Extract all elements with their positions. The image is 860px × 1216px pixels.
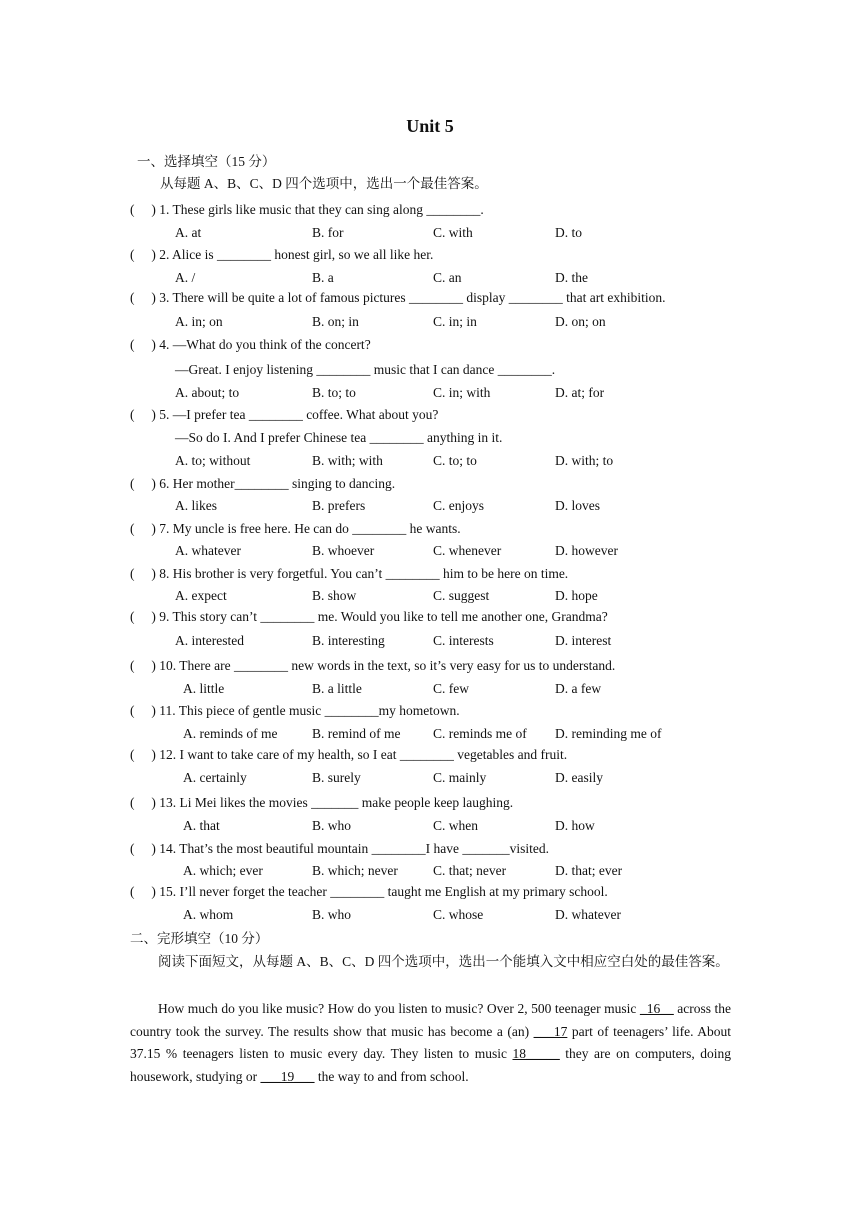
section2-instruction: 阅读下面短文，从每题 A、B、C、D 四个选项中，选出一个能填入文中相应空白处的最佳答案。 xyxy=(158,954,729,969)
question-4-option-d: D. at; for xyxy=(555,385,605,400)
question-12-option-d: D. easily xyxy=(555,770,603,785)
question-1-option-b: B. for xyxy=(312,225,344,240)
question-10-option-b: B. a little xyxy=(312,681,362,696)
question-9-stem: ( ) 9. This story can’t ________ me. Would you like to tell me another one, Grandma? xyxy=(130,609,608,624)
question-13-option-a: A. that xyxy=(183,818,220,833)
question-15-option-a: A. whom xyxy=(183,907,234,922)
question-14-option-c: C. that; never xyxy=(433,863,507,878)
question-4-stem-line2: —Great. I enjoy listening ________ music that I can dance ________. xyxy=(175,362,556,377)
passage-text-1: How much do you like music? How do you listen to music? Over 2, 500 teenager music xyxy=(158,1001,640,1016)
question-1-option-a: A. at xyxy=(175,225,202,240)
question-2-option-c: C. an xyxy=(433,270,462,285)
question-2-option-b: B. a xyxy=(312,270,334,285)
question-3-option-c: C. in; in xyxy=(433,314,477,329)
question-12-option-b: B. surely xyxy=(312,770,361,785)
question-8-option-d: D. hope xyxy=(555,588,598,603)
question-7-option-b: B. whoever xyxy=(312,543,375,558)
question-8-option-a: A. expect xyxy=(175,588,227,603)
question-11-option-b: B. remind of me xyxy=(312,726,401,741)
question-1-option-c: C. with xyxy=(433,225,473,240)
passage-text-5: the way to and from school. xyxy=(314,1069,469,1085)
question-5-stem: ( ) 5. —I prefer tea ________ coffee. What about you? xyxy=(130,407,439,422)
question-5-option-c: C. to; to xyxy=(433,453,477,468)
question-1-option-d: D. to xyxy=(555,225,582,240)
question-6-option-d: D. loves xyxy=(555,498,600,513)
question-15-option-d: D. whatever xyxy=(555,907,621,922)
question-5-option-d: D. with; to xyxy=(555,453,614,468)
question-2-stem: ( ) 2. Alice is ________ honest girl, so we all like her. xyxy=(130,247,434,262)
question-10-stem: ( ) 10. There are ________ new words in the text, so it’s very easy for us to understand. xyxy=(130,658,616,673)
question-4-option-a: A. about; to xyxy=(175,385,240,400)
question-10-option-c: C. few xyxy=(433,681,469,696)
question-2-option-d: D. the xyxy=(555,270,588,285)
question-13-stem: ( ) 13. Li Mei likes the movies _______ make people keep laughing. xyxy=(130,795,514,810)
question-2-option-a: A. / xyxy=(175,270,196,285)
blank-19: ___19___ xyxy=(260,1069,315,1085)
question-9-option-b: B. interesting xyxy=(312,633,385,648)
question-3-option-b: B. on; in xyxy=(312,314,359,329)
question-7-option-c: C. whenever xyxy=(433,543,502,558)
question-14-option-b: B. which; never xyxy=(312,863,398,878)
question-6-stem: ( ) 6. Her mother________ singing to dancing. xyxy=(130,476,396,491)
cloze-passage xyxy=(130,998,731,1089)
question-7-option-d: D. however xyxy=(555,543,618,558)
question-9-option-c: C. interests xyxy=(433,633,494,648)
section2-heading: 二、完形填空（10 分） xyxy=(130,931,269,946)
blank-16: _16__ xyxy=(639,1001,674,1016)
question-7-stem: ( ) 7. My uncle is free here. He can do ________ he wants. xyxy=(130,521,461,536)
question-11-option-a: A. reminds of me xyxy=(183,726,278,741)
section1-instruction: 从每题 A、B、C、D 四个选项中，选出一个最佳答案。 xyxy=(160,176,488,191)
question-8-option-b: B. show xyxy=(312,588,357,603)
passage-text-3: part of teenagers’ life. About 37.15 % teenagers listen to music every day. They listen to music xyxy=(130,1023,731,1062)
question-10-option-d: D. a few xyxy=(555,681,602,696)
question-8-option-c: C. suggest xyxy=(433,588,490,603)
blank-17: ___17 xyxy=(533,1023,568,1039)
question-15-option-c: C. whose xyxy=(433,907,484,922)
question-5-option-b: B. with; with xyxy=(312,453,383,468)
question-8-stem: ( ) 8. His brother is very forgetful. You can’t ________ him to be here on time. xyxy=(130,566,569,581)
question-15-stem: ( ) 15. I’ll never forget the teacher ________ taught me English at my primary school. xyxy=(130,884,608,899)
question-11-stem: ( ) 11. This piece of gentle music ________my hometown. xyxy=(130,703,460,718)
question-3-option-d: D. on; on xyxy=(555,314,606,329)
section1-heading: 一、选择填空（15 分） xyxy=(137,154,276,169)
question-14-option-a: A. which; ever xyxy=(183,863,263,878)
question-9-option-a: A. interested xyxy=(175,633,244,648)
question-9-option-d: D. interest xyxy=(555,633,612,648)
question-13-option-d: D. how xyxy=(555,818,595,833)
passage-text-4: they are on computers, doing housework, studying or xyxy=(130,1046,731,1085)
question-5-option-a: A. to; without xyxy=(175,453,251,468)
question-12-option-a: A. certainly xyxy=(183,770,247,785)
question-11-option-c: C. reminds me of xyxy=(433,726,527,741)
question-6-option-b: B. prefers xyxy=(312,498,366,513)
question-6-option-a: A. likes xyxy=(175,498,217,513)
question-4-stem: ( ) 4. —What do you think of the concert? xyxy=(130,337,371,352)
question-12-stem: ( ) 12. I want to take care of my health, so I eat ________ vegetables and fruit. xyxy=(130,747,568,762)
question-14-option-d: D. that; ever xyxy=(555,863,623,878)
question-5-stem-line2: —So do I. And I prefer Chinese tea ________ anything in it. xyxy=(175,430,503,445)
passage-text-2: across the country took the survey. The results show that music has become a (an) xyxy=(130,1001,731,1039)
question-4-option-b: B. to; to xyxy=(312,385,356,400)
page-title: Unit 5 xyxy=(406,116,454,136)
question-15-option-b: B. who xyxy=(312,907,352,922)
question-4-option-c: C. in; with xyxy=(433,385,491,400)
question-14-stem: ( ) 14. That’s the most beautiful mountain ________I have _______visited. xyxy=(130,841,549,856)
question-1-stem: ( ) 1. These girls like music that they can sing along ________. xyxy=(130,202,484,217)
question-7-option-a: A. whatever xyxy=(175,543,241,558)
question-6-option-c: C. enjoys xyxy=(433,498,485,513)
question-13-option-b: B. who xyxy=(312,818,352,833)
question-13-option-c: C. when xyxy=(433,818,478,833)
question-12-option-c: C. mainly xyxy=(433,770,487,785)
blank-18: 18_____ xyxy=(512,1046,560,1062)
question-3-stem: ( ) 3. There will be quite a lot of famous pictures ________ display ________ that art exhibition. xyxy=(130,290,666,305)
question-10-option-a: A. little xyxy=(183,681,225,696)
question-11-option-d: D. reminding me of xyxy=(555,726,662,741)
question-3-option-a: A. in; on xyxy=(175,314,223,329)
